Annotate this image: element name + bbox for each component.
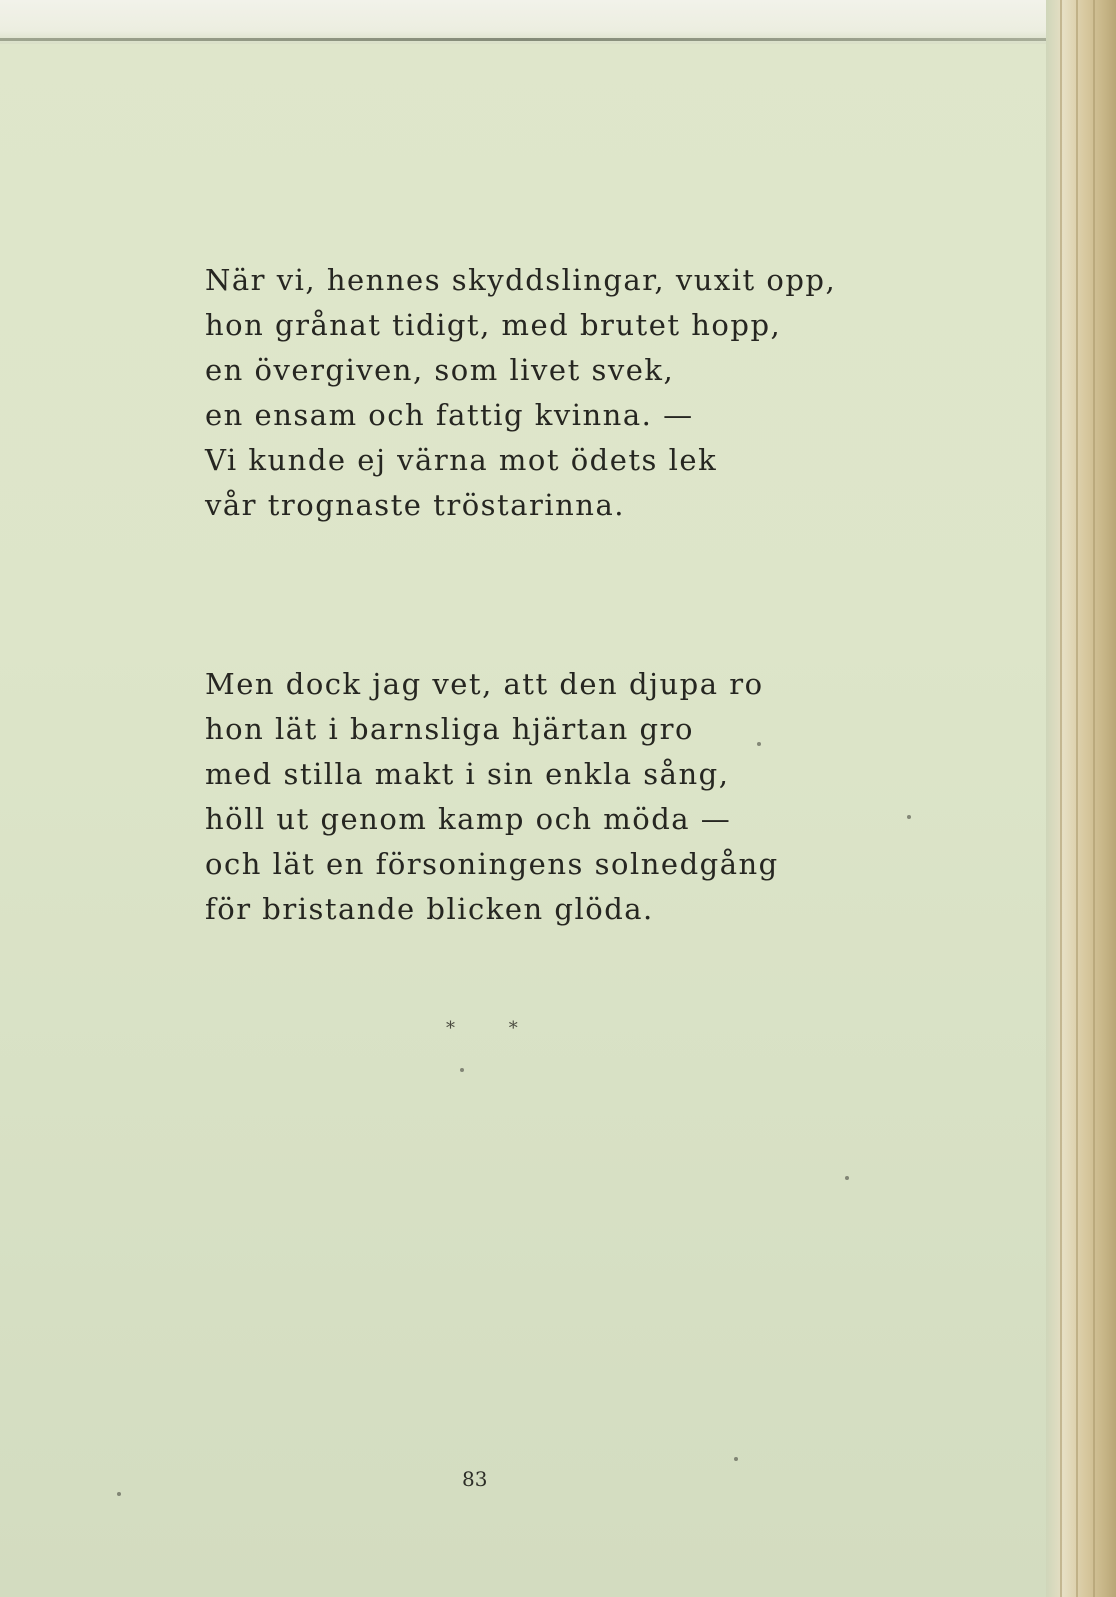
top-edge-rule: [0, 38, 1050, 41]
page-stack-edge: [1046, 0, 1116, 1597]
paper-speck: [117, 1492, 121, 1496]
poem-line: höll ut genom kamp och möda —: [205, 802, 732, 836]
paper-speck: [757, 742, 761, 746]
poem-stanza-2: [205, 662, 779, 932]
page-edge-line: [1076, 0, 1078, 1597]
poem-line: hon grånat tidigt, med brutet hopp,: [205, 308, 782, 342]
poem-line: en övergiven, som livet svek,: [205, 353, 675, 387]
poem-line: vår trognaste tröstarinna.: [205, 488, 625, 522]
poem-line: för bristande blicken glöda.: [205, 892, 654, 926]
paper-speck: [460, 1068, 464, 1072]
page-number: 83: [462, 1467, 488, 1491]
poem-line: Men dock jag vet, att den djupa ro: [205, 667, 764, 701]
poem-line: en ensam och fattig kvinna. —: [205, 398, 694, 432]
poem-line: Vi kunde ej värna mot ödets lek: [205, 443, 718, 477]
poem-line: När vi, hennes skyddslingar, vuxit opp,: [205, 263, 837, 297]
poem-line: och lät en försoningens solnedgång: [205, 847, 779, 881]
poem-line: hon lät i barnsliga hjärtan gro: [205, 712, 694, 746]
paper-speck: [734, 1457, 738, 1461]
poem-line: med stilla makt i sin enkla sång,: [205, 757, 730, 791]
page-edge-line: [1060, 0, 1062, 1597]
section-ornament-asterisks: * *: [446, 1018, 542, 1039]
page-edge-line: [1093, 0, 1095, 1597]
paper-speck: [907, 815, 911, 819]
poem-stanza-1: [205, 258, 836, 528]
paper-speck: [845, 1176, 849, 1180]
